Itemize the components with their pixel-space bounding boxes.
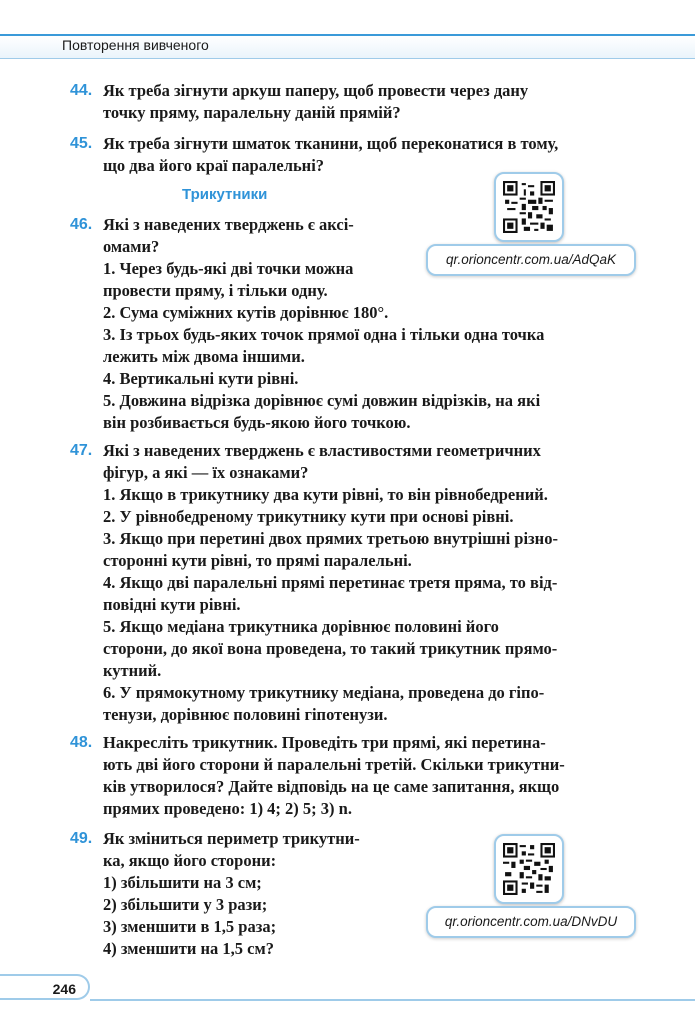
problem-47 [70,440,640,726]
problem-text-line: 3. Якщо при перетині двох прямих третьою внутрішні різно- [103,529,558,548]
problem-text-line: сторони, до якої вона проведена, то такий трикутник прямо- [103,639,558,658]
problem-text-line: Як треба зігнути шматок тканини, щоб переконатися в тому, [103,134,559,153]
problem-text-line: кутний. [103,661,162,680]
problem-text-line: 4. Вертикальні кути рівні. [103,369,299,388]
qr-link[interactable]: qr.orioncentr.com.ua/AdQaK [426,244,636,276]
problem-text-line: провести пряму, і тільки одну. [103,281,328,300]
problem-text-line: 2. Сума суміжних кутів дорівнює 180°. [103,303,389,322]
problem-text-line: 2. У рівнобедреному трикутнику кути при основі рівні. [103,507,514,526]
problem-48 [70,732,640,820]
problem-text-line: Як треба зігнути аркуш паперу, щоб провести через дану [103,81,529,100]
page-number: 246 [0,974,90,1000]
problem-text-line: повідні кути рівні. [103,595,241,614]
problem-text-line: 1. Якщо в трикутнику два кути рівні, то він рівнобедрений. [103,485,548,504]
problem-text-line: 2) збільшити у 3 рази; [103,895,268,914]
problem-text-line: ють дві його сторони й паралельні третій. Скільки трикутни- [103,755,565,774]
page-header [0,34,695,59]
problem-text-line: Які з наведених тверджень є властивостями геометричних [103,441,541,460]
footer-divider [90,999,695,1001]
problem-text-line: 5. Якщо медіана трикутника дорівнює половині його [103,617,499,636]
problem-text-line: ків утворилося? Дайте відповідь на це саме запитання, якщо [103,777,560,796]
section-title: Трикутники [182,186,268,203]
problem-text-line: 1) збільшити на 3 см; [103,873,262,892]
problem-49 [70,828,640,960]
problem-text-line: Які з наведених тверджень є аксі- [103,215,354,234]
problem-number: 48. [70,734,93,751]
problem-text-line: сторонні кути рівні, то прямі паралельні. [103,551,412,570]
problem-text-line: 4) зменшити на 1,5 см? [103,939,274,958]
problem-44 [70,80,640,124]
problem-text-line: 5. Довжина відрізка дорівнює сумі довжин відрізків, на які [103,391,541,410]
problem-text-line: 4. Якщо дві паралельні прямі перетинає третя пряма, то від- [103,573,558,592]
problem-text-line: 3) зменшити в 1,5 раза; [103,917,277,936]
problem-text-line: фігур, а які — їх ознаками? [103,463,309,482]
problem-text-line: ка, якщо його сторони: [103,851,277,870]
problem-text-line: Як зміниться периметр трикутни- [103,829,360,848]
problem-number: 47. [70,442,93,459]
problem-text-line: тенузи, дорівнює половині гіпотенузи. [103,705,388,724]
problem-number: 44. [70,82,93,99]
qr-link[interactable]: qr.orioncentr.com.ua/DNvDU [426,906,636,938]
problem-text-line: лежить між двома іншими. [103,347,305,366]
problem-text-line: точку пряму, паралельну даній прямій? [103,103,401,122]
problem-text-line: Накресліть трикутник. Проведіть три прямі, які перетина- [103,733,546,752]
problem-number: 46. [70,216,93,233]
problem-number: 49. [70,830,93,847]
problem-46 [70,214,640,434]
problem-text-line: прямих проведено: 1) 4; 2) 5; 3) n. [103,799,352,818]
problem-text-line: 1. Через будь-які дві точки можна [103,259,354,278]
problem-text-line: омами? [103,237,160,256]
problem-text-line: 3. Із трьох будь-яких точок прямої одна і тільки одна точка [103,325,545,344]
problem-number: 45. [70,135,93,152]
header-title: Повторення вивченого [62,37,209,53]
problem-45 [70,133,640,177]
problem-text-line: він розбивається будь-якою його точкою. [103,413,411,432]
problem-text-line: що два його краї паралельні? [103,156,325,175]
problem-text-line: 6. У прямокутному трикутнику медіана, проведена до гіпо- [103,683,545,702]
